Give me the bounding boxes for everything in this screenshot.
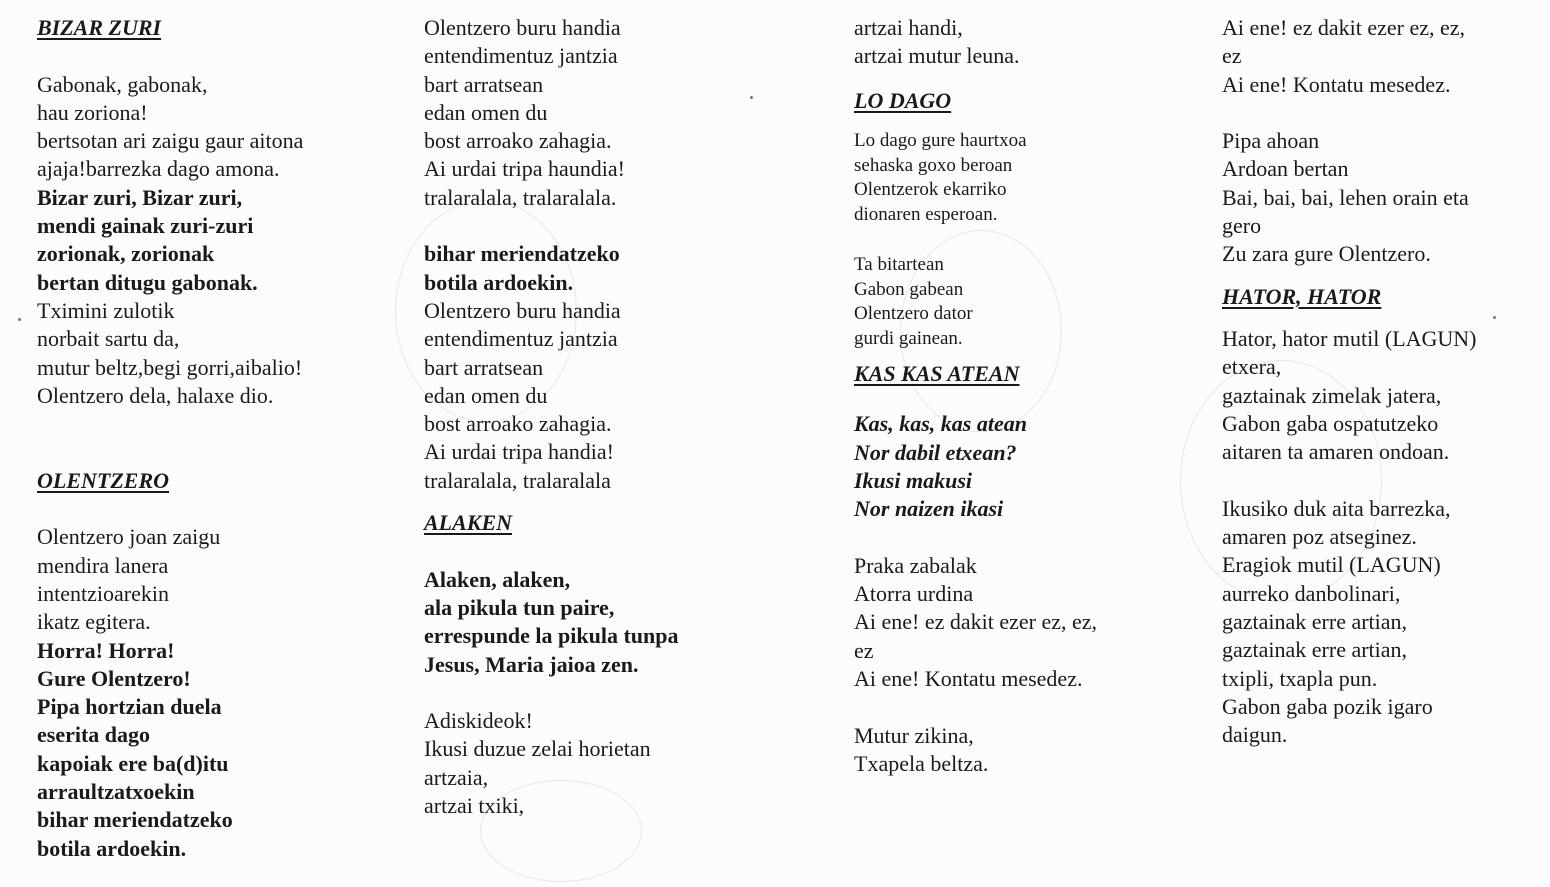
song-alaken-verse	[424, 707, 824, 820]
column-3	[854, 14, 1194, 778]
lyric-line: ez	[1222, 43, 1242, 69]
lyric-line: ikatz egitera.	[37, 609, 151, 635]
lyric-line: norbait sartu da,	[37, 326, 180, 352]
lyric-line: gero	[1222, 213, 1262, 239]
lyric-line: Kas, kas, kas atean	[854, 411, 1027, 437]
lyric-line: Olentzero buru handia	[424, 15, 621, 40]
lyric-line: aitaren ta amaren ondoan.	[1222, 439, 1450, 465]
lyric-line: Mutur zikina,	[854, 722, 974, 748]
lyric-line: Nor naizen ikasi	[854, 496, 1004, 522]
lyric-line: entendimentuz jantzia	[424, 326, 618, 352]
lyric-line: Ardoan bertan	[1222, 156, 1349, 182]
lyric-line: Ikusiko duk aita barrezka,	[1222, 495, 1451, 521]
lyric-line: Gure Olentzero!	[37, 665, 191, 691]
lyric-line: bost arroako zahagia.	[424, 128, 612, 154]
lyric-line: mendi gainak zuri-zuri	[37, 213, 254, 239]
song-title-alaken: ALAKEN	[424, 510, 513, 536]
lyric-line: Olentzero dela, halaxe dio.	[37, 382, 274, 408]
lyric-line: Atorra urdina	[854, 581, 974, 607]
song-hator-verse-2	[1222, 495, 1522, 750]
lyric-line: tralaralala, tralaralala	[424, 467, 611, 493]
verse-pipa	[1222, 127, 1522, 268]
lyric-line: Bai, bai, bai, lehen orain eta	[1222, 184, 1469, 210]
song-hator-verse-1	[1222, 325, 1522, 466]
lyric-line: amaren poz atseginez.	[1222, 524, 1417, 550]
column-2	[424, 14, 824, 820]
verse-olentzero-repeat	[424, 240, 824, 495]
lyric-line: Gabon gaba pozik igaro	[1222, 693, 1433, 719]
song-alaken-chorus	[424, 566, 824, 679]
lyric-line: gaztainak erre artian,	[1222, 608, 1408, 634]
lyric-line: bertsotan ari zaigu gaur aitona	[37, 128, 304, 154]
song-title-hator-hator: HATOR, HATOR	[1222, 283, 1382, 309]
lyric-line: edan omen du	[424, 99, 548, 125]
verse-alaken-end	[854, 14, 1194, 71]
lyric-line: txipli, txapla pun.	[1222, 665, 1378, 691]
verse-kas-kas-end	[1222, 14, 1522, 99]
lyric-line: dionaren esperoan.	[854, 204, 998, 226]
lyric-line: bertan ditugu gabonak.	[37, 269, 258, 295]
lyric-line: ajaja!barrezka dago amona.	[37, 156, 280, 182]
song-kas-kas-verse-2	[854, 722, 1194, 779]
lyric-line: Ikusi makusi	[854, 467, 972, 493]
lyric-line: Gabon gaba ospatutzeko	[1222, 410, 1439, 436]
lyric-line: mendira lanera	[37, 552, 169, 578]
lyric-line: ez	[854, 637, 874, 663]
lyric-line: Ai ene! Kontatu mesedez.	[854, 666, 1083, 692]
song-title-olentzero: OLENTZERO	[37, 467, 169, 493]
lyric-line: gurdi gainean.	[854, 328, 963, 350]
lyric-line: bart arratsean	[424, 354, 544, 380]
lyric-line: Ikusi duzue zelai horietan	[424, 736, 651, 762]
lyric-line: Lo dago gure haurtxoa	[854, 129, 1027, 151]
song-bizar-zuri	[37, 71, 397, 411]
lyric-line: Eragiok mutil (LAGUN)	[1222, 552, 1441, 578]
lyric-line: artzai txiki,	[424, 793, 525, 819]
lyric-line: artzai mutur leuna.	[854, 43, 1020, 69]
lyric-line: Zu zara gure Olentzero.	[1222, 241, 1431, 267]
lyric-line: zorionak, zorionak	[37, 241, 215, 267]
lyric-line: mutur beltz,begi gorri,aibalio!	[37, 354, 303, 380]
lyric-line: Hator, hator mutil (LAGUN)	[1222, 325, 1477, 351]
lyric-line: Adiskideok!	[424, 708, 533, 734]
lyric-line: Gabon gabean	[854, 278, 964, 300]
lyric-line: Jesus, Maria jaioa zen.	[424, 651, 639, 677]
lyric-line: bihar meriendatzeko	[424, 241, 620, 267]
verse-olentzero-continued	[424, 14, 824, 212]
song-title-kas-kas-atean: KAS KAS ATEAN	[854, 361, 1020, 387]
speck	[18, 318, 21, 321]
song-lo-dago-verse-2	[854, 253, 1194, 352]
lyric-line: tralaralala, tralaralala.	[424, 184, 617, 210]
lyric-line: etxera,	[1222, 354, 1282, 380]
lyric-line: intentzioarekin	[37, 580, 169, 606]
lyric-line: bihar meriendatzeko	[37, 807, 233, 833]
lyric-line: Pipa ahoan	[1222, 128, 1320, 154]
column-4	[1222, 14, 1522, 749]
lyric-line: Horra! Horra!	[37, 637, 175, 663]
song-lo-dago-verse-1	[854, 129, 1194, 228]
lyric-line: Olentzero buru handia	[424, 297, 621, 323]
song-kas-kas-verse	[854, 552, 1194, 693]
lyric-line: botila ardoekin.	[424, 269, 574, 295]
lyric-line: sehaska goxo beroan	[854, 154, 1013, 176]
lyric-line: Pipa hortzian duela	[37, 694, 222, 720]
lyric-line: Ta bitartean	[854, 253, 944, 275]
lyric-line: Ai urdai tripa haundia!	[424, 156, 625, 182]
lyric-line: Alaken, alaken,	[424, 566, 571, 592]
lyric-line: entendimentuz jantzia	[424, 43, 618, 69]
lyric-line: Olentzero joan zaigu	[37, 524, 221, 550]
lyric-line: hau zoriona!	[37, 99, 148, 125]
lyric-line: Ai ene! ez dakit ezer ez, ez,	[854, 609, 1098, 635]
song-title-lo-dago: LO DAGO	[854, 87, 952, 113]
lyric-line: Ai urdai tripa handia!	[424, 439, 614, 465]
lyric-line: artzaia,	[424, 764, 489, 790]
lyric-line: ala pikula tun paire,	[424, 594, 615, 620]
lyric-line: Olentzero dator	[854, 303, 973, 325]
lyric-line: bost arroako zahagia.	[424, 411, 612, 437]
lyric-line: botila ardoekin.	[37, 835, 187, 861]
lyric-line: Olentzerok ekarriko	[854, 179, 1007, 201]
lyric-line: edan omen du	[424, 382, 548, 408]
lyric-line: arraultzatxoekin	[37, 779, 195, 805]
lyric-line: errespunde la pikula tunpa	[424, 623, 679, 649]
lyric-line: kapoiak ere ba(d)itu	[37, 750, 229, 776]
lyric-line: bart arratsean	[424, 71, 544, 97]
song-kas-kas-chorus	[854, 410, 1194, 523]
lyric-line: Praka zabalak	[854, 552, 977, 578]
lyric-line: Ai ene! ez dakit ezer ez, ez,	[1222, 15, 1466, 40]
lyric-line: eserita dago	[37, 722, 151, 748]
lyric-line: Ai ene! Kontatu mesedez.	[1222, 71, 1451, 97]
lyric-line: Bizar zuri, Bizar zuri,	[37, 184, 243, 210]
lyric-line: gaztainak zimelak jatera,	[1222, 382, 1442, 408]
lyric-line: gaztainak erre artian,	[1222, 637, 1408, 663]
lyric-line: Tximini zulotik	[37, 297, 175, 323]
lyric-line: artzai handi,	[854, 15, 963, 40]
lyric-line: daigun.	[1222, 722, 1288, 748]
lyric-line: Nor dabil etxean?	[854, 439, 1017, 465]
lyric-line: aurreko danbolinari,	[1222, 580, 1401, 606]
song-olentzero	[37, 523, 397, 863]
lyric-line: Txapela beltza.	[854, 750, 989, 776]
column-1	[37, 14, 397, 863]
lyric-line: Gabonak, gabonak,	[37, 71, 208, 97]
song-title-bizar-zuri: BIZAR ZURI	[37, 15, 162, 40]
